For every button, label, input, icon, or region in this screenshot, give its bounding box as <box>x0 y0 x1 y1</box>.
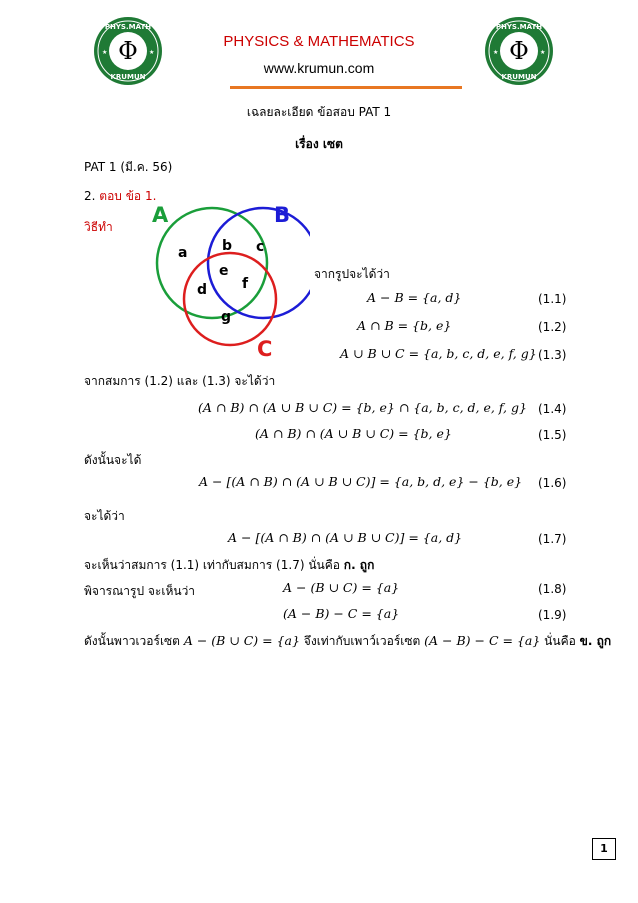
header-title: PHYSICS & MATHEMATICS <box>223 33 415 50</box>
venn-region-f: f <box>242 276 249 292</box>
equal-statement <box>84 556 374 575</box>
equal-statement-text: จะเห็นว่าสมการ (1.1) เท่ากับสมการ (1.7) นั่นคือ <box>84 558 340 572</box>
exam-label: PAT 1 (มี.ค. 56) <box>84 160 173 174</box>
header-divider <box>230 86 462 89</box>
svg-text:★: ★ <box>102 49 108 56</box>
equation-number-1-9: (1.9) <box>538 608 567 622</box>
equation-1-4: (A ∩ B) ∩ (A ∪ B ∪ C) = {b, e} ∩ {a, b, c, d, e, f, g} <box>198 400 527 415</box>
equation-number-1-7: (1.7) <box>538 532 567 546</box>
question-number: 2. <box>84 189 96 203</box>
equation-number-1-2: (1.2) <box>538 320 567 334</box>
from-figure-text: จากรูปจะได้ว่า <box>314 267 390 281</box>
venn-circle-c <box>184 253 276 345</box>
equation-1-1: A − B = {a, d} <box>367 290 462 305</box>
venn-region-d: d <box>197 282 208 298</box>
equation-1-5: (A ∩ B) ∩ (A ∪ B ∪ C) = {b, e} <box>255 426 452 441</box>
venn-region-e: e <box>219 263 229 279</box>
inline-set-1: A − (B ∪ C) = {a} <box>183 633 300 648</box>
venn-diagram <box>140 195 310 365</box>
logo-text-top: PHYS.MATH <box>495 23 543 31</box>
we-get-text: จะได้ว่า <box>84 509 125 523</box>
therefore-text: ดังนั้นจะได้ <box>84 453 142 467</box>
consider-text: พิจารณารูป จะเห็นว่า <box>84 584 196 598</box>
page-number: 1 <box>592 838 616 860</box>
result-b: ข. ถูก <box>579 634 612 648</box>
equation-1-6: A − [(A ∩ B) ∩ (A ∪ B ∪ C)] = {a, b, d, e} − {b, e} <box>199 474 523 489</box>
logo-text-bottom: KRUMUN <box>501 73 537 81</box>
equation-number-1-3: (1.3) <box>538 348 567 362</box>
equation-number-1-6: (1.6) <box>538 476 567 490</box>
svg-text:★: ★ <box>540 49 546 56</box>
equation-number-1-4: (1.4) <box>538 402 567 416</box>
method-label: วิธีทำ <box>84 220 113 234</box>
equation-number-1-5: (1.5) <box>538 428 567 442</box>
answer-label: ตอบ ข้อ 1. <box>99 189 157 203</box>
venn-region-g: g <box>221 309 232 325</box>
phi-symbol: Φ <box>509 37 529 65</box>
equation-1-7: A − [(A ∩ B) ∩ (A ∪ B ∪ C)] = {a, d} <box>228 530 463 545</box>
final-text-a: ดังนั้นพาวเวอร์เซต <box>84 634 180 648</box>
logo-text-top: PHYS.MATH <box>104 23 152 31</box>
final-statement <box>84 632 611 651</box>
final-text-c: นั่นคือ <box>544 634 576 648</box>
venn-region-b: b <box>222 238 233 254</box>
venn-region-a: a <box>178 245 188 261</box>
equation-1-8: A − (B ∪ C) = {a} <box>283 580 400 595</box>
equation-number-1-8: (1.8) <box>538 582 567 596</box>
venn-label-a: A <box>152 203 169 227</box>
equation-1-3: A ∪ B ∪ C = {a, b, c, d, e, f, g} <box>340 346 537 361</box>
venn-circle-a <box>157 208 267 318</box>
equation-number-1-1: (1.1) <box>538 292 567 306</box>
venn-label-c: C <box>257 337 273 361</box>
header-url[interactable]: www.krumun.com <box>263 60 375 76</box>
venn-label-b: B <box>274 203 291 227</box>
logo-text-bottom: KRUMUN <box>110 73 146 81</box>
equation-1-2: A ∩ B = {b, e} <box>357 318 452 333</box>
doc-heading: เฉลยละเอียด ข้อสอบ PAT 1 <box>246 105 392 119</box>
svg-text:★: ★ <box>149 49 155 56</box>
inline-set-2: (A − B) − C = {a} <box>424 633 541 648</box>
venn-region-c: c <box>256 239 265 255</box>
doc-subheading: เรื่อง เซต <box>295 137 343 151</box>
final-text-b: จึงเท่ากับเพาว์เวอร์เซต <box>303 634 421 648</box>
svg-text:★: ★ <box>493 49 499 56</box>
phi-symbol: Φ <box>118 37 138 65</box>
result-a: ก. ถูก <box>343 558 375 572</box>
equation-1-9: (A − B) − C = {a} <box>283 606 400 621</box>
from-equation-text: จากสมการ (1.2) และ (1.3) จะได้ว่า <box>84 374 276 388</box>
